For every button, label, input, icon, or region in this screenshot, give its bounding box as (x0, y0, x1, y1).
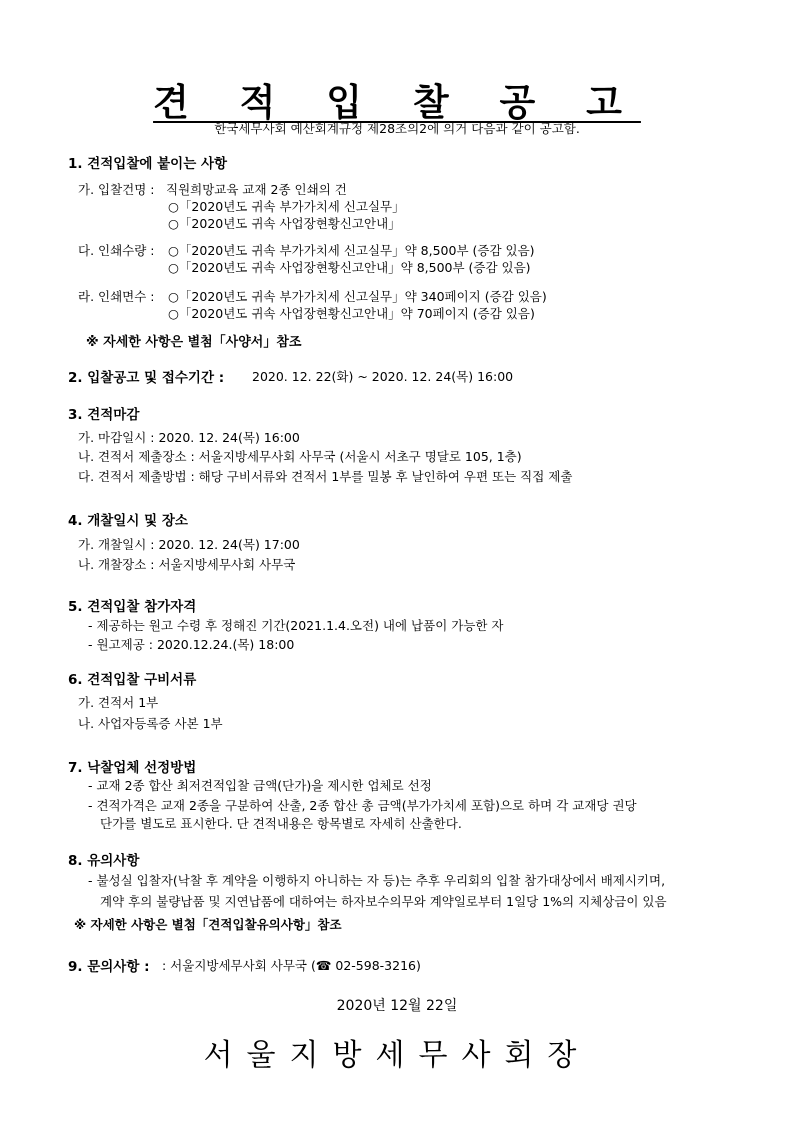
s1-a-value: 직원희망교육 교재 2종 인쇄의 건 (166, 182, 347, 197)
s1-c-item2: ○「2020년도 귀속 사업장현황신고안내」약 70페이지 (증감 있음) (168, 306, 535, 321)
s3-line1: 가. 마감일시 : 2020. 12. 24(목) 16:00 (78, 430, 300, 445)
section-5-heading: 5. 견적입찰 참가자격 (68, 599, 197, 615)
s3-line2: 나. 견적서 제출장소 : 서울지방세무사회 사무국 (서울시 서초구 명달로 105, 1층) (78, 449, 522, 464)
section-4-heading: 4. 개찰일시 및 장소 (68, 513, 188, 529)
document-title: 견 적 입 찰 공 고 (153, 81, 641, 124)
intro-text: 한국세무사회 예산회계규정 제28조의2에 의거 다음과 같이 공고함. (214, 121, 580, 136)
s5-line1: - 제공하는 원고 수령 후 정해진 기간(2021.1.4.오전) 내에 납품이 가능한 자 (88, 618, 504, 633)
s2-value: 2020. 12. 22(화) ~ 2020. 12. 24(목) 16:00 (252, 369, 514, 384)
s5-line2: - 원고제공 : 2020.12.24.(목) 18:00 (88, 637, 295, 652)
s1-b-item1: ○「2020년도 귀속 부가가치세 신고실무」약 8,500부 (증감 있음) (168, 243, 535, 258)
s1-a-item1: ○「2020년도 귀속 부가가치세 신고실무」 (168, 199, 405, 214)
s7-line3: 단가를 별도로 표시한다. 단 견적내용은 항목별로 자세히 산출한다. (100, 816, 462, 831)
section-1-heading: 1. 견적입찰에 붙이는 사항 (68, 156, 228, 172)
section-9-heading: 9. 문의사항 : (68, 959, 150, 975)
s6-line1: 가. 견적서 1부 (78, 695, 159, 710)
s1-c-item1: ○「2020년도 귀속 부가가치세 신고실무」약 340페이지 (증감 있음) (168, 289, 547, 304)
document-date: 2020년 12월 22일 (336, 998, 458, 1014)
s3-line3: 다. 견적서 제출방법 : 해당 구비서류와 견적서 1부를 밀봉 후 날인하여 우편 또는 직접 제출 (78, 469, 573, 484)
section-2-heading: 2. 입찰공고 및 접수기간 : (68, 370, 225, 386)
s7-line1: - 교재 2종 합산 최저견적입찰 금액(단가)을 제시한 업체로 선정 (88, 778, 432, 793)
s1-a-label: 가. 입찰건명 : (78, 182, 155, 197)
s1-b-item2: ○「2020년도 귀속 사업장현황신고안내」약 8,500부 (증감 있음) (168, 260, 531, 275)
section-6-heading: 6. 견적입찰 구비서류 (68, 672, 197, 688)
s8-note: ※ 자세한 사항은 별첨「견적입찰유의사항」참조 (74, 917, 342, 932)
section-7-heading: 7. 낙찰업체 선정방법 (68, 760, 197, 776)
s1-c-label: 라. 인쇄면수 : (78, 289, 155, 304)
section-8-heading: 8. 유의사항 (68, 853, 140, 869)
s4-line2: 나. 개찰장소 : 서울지방세무사회 사무국 (78, 557, 296, 572)
s8-line1: - 불성실 입찰자(낙찰 후 계약을 이행하지 아니하는 자 등)는 추후 우리회의 입찰 참가대상에서 배제시키며, (88, 873, 666, 888)
s1-b-label: 다. 인쇄수량 : (78, 243, 155, 258)
section-3-heading: 3. 견적마감 (68, 407, 140, 423)
s1-a-item2: ○「2020년도 귀속 사업장현황신고안내」 (168, 216, 401, 231)
s7-line2: - 견적가격은 교재 2종을 구분하여 산출, 2종 합산 총 금액(부가가치세 포함)으로 하며 각 교재당 권당 (88, 798, 637, 813)
s4-line1: 가. 개찰일시 : 2020. 12. 24(목) 17:00 (78, 537, 300, 552)
s1-note: ※ 자세한 사항은 별첨「사양서」참조 (86, 335, 302, 350)
s6-line2: 나. 사업자등록증 사본 1부 (78, 716, 223, 731)
signature-organization: 서울지방세무사회장 (203, 1038, 591, 1073)
s9-value: : 서울지방세무사회 사무국 (☎ 02-598-3216) (162, 958, 421, 973)
s8-line2: 계약 후의 불량납품 및 지연납품에 대하여는 하자보수의무와 계약일로부터 1일당 1%의 지체상금이 있음 (100, 894, 667, 909)
